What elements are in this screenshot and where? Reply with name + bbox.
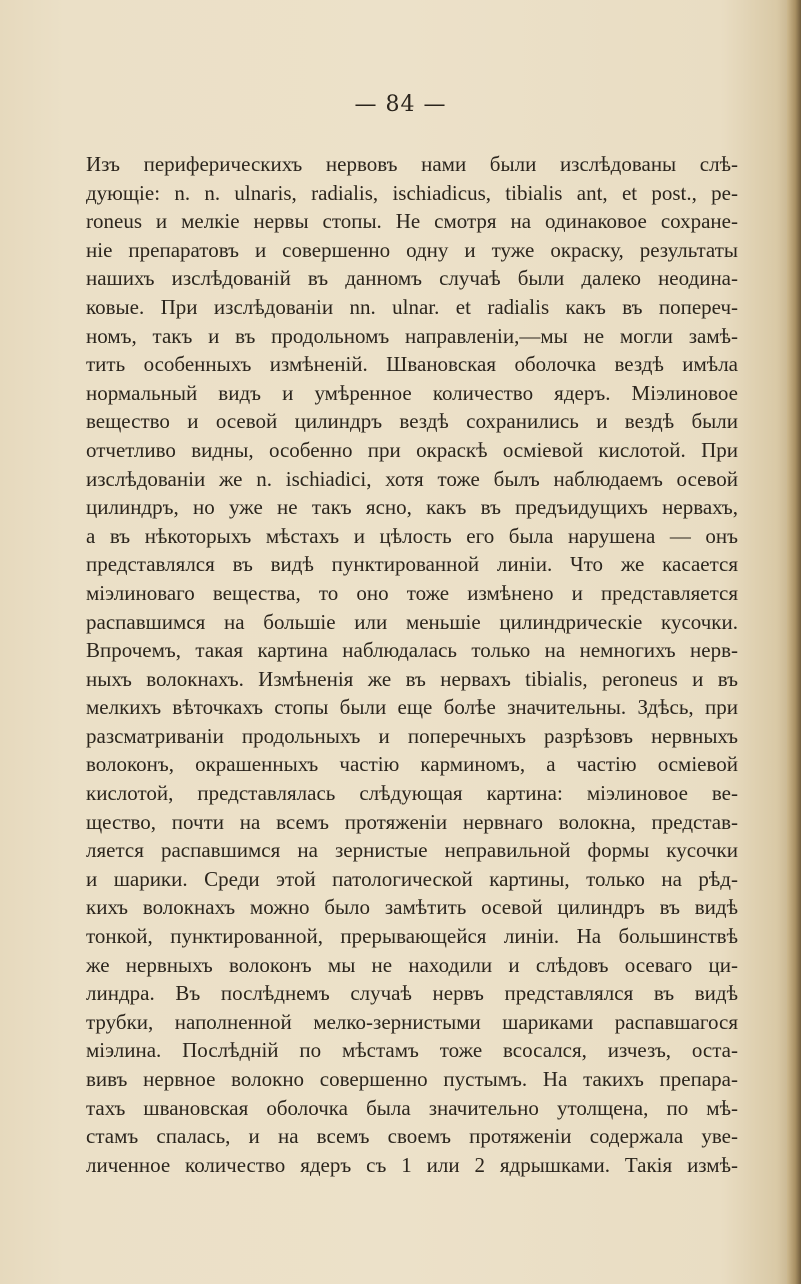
text-line: изслѣдованіи же n. ischiadici, хотя тоже былъ наблюдаемъ осевой — [86, 466, 738, 491]
text-line: личенное количество ядеръ съ 1 или 2 ядрышками. Такія измѣ- — [86, 1152, 738, 1177]
text-line: разсматриваніи продольныхъ и поперечныхъ разрѣзовъ нервныхъ — [86, 723, 738, 748]
text-line: Изъ периферическихъ нервовъ нами были изслѣдованы слѣ- — [86, 152, 738, 176]
text-line: и шарики. Среди этой патологической картины, только на рѣд- — [86, 866, 738, 891]
text-line: roneus и мелкіе нервы стопы. Не смотря на одинаковое сохране- — [86, 209, 738, 234]
text-line: вивъ нервное волокно совершенно пустымъ. На такихъ препара- — [86, 1067, 738, 1091]
text-line: отчетливо видны, особенно при окраскѣ осміевой кислотой. При — [86, 437, 738, 462]
page-edge-shadow — [787, 0, 801, 1284]
page-number: — 84 — — [354, 92, 447, 117]
text-line: нашихъ изслѣдованій въ данномъ случаѣ были далеко неодина- — [86, 266, 738, 291]
text-line: тахъ швановская оболочка была значительно утолщена, по мѣ- — [86, 1095, 738, 1120]
text-line: міэлиноваго вещества, то оно тоже измѣнено и представляется — [86, 580, 738, 605]
text-line: цилиндръ, но уже не такъ ясно, какъ въ предъидущихъ нервахъ, — [86, 495, 738, 520]
text-line: представлялся въ видѣ пунктированной линіи. Что же касается — [86, 552, 738, 577]
text-line: ныхъ волокнахъ. Измѣненія же въ нервахъ tibialis, peroneus и въ — [86, 666, 738, 691]
text-line: а въ нѣкоторыхъ мѣстахъ и цѣлость его была нарушена — онъ — [86, 523, 738, 548]
text-line: Впрочемъ, такая картина наблюдалась только на немногихъ нерв- — [86, 638, 738, 663]
text-line: ніе препаратовъ и совершенно одну и туже окраску, результаты — [86, 237, 738, 262]
text-line: кихъ волокнахъ можно было замѣтить осевой цилиндръ въ видѣ — [86, 895, 738, 920]
text-line: распавшимся на большіе или меньшіе цилиндрическіе кусочки. — [86, 609, 738, 634]
text-line: ляется распавшимся на зернистые неправильной формы кусочки — [86, 838, 738, 863]
text-line: стамъ спалась, и на всемъ своемъ протяженіи содержала уве- — [86, 1124, 738, 1149]
text-line: щество, почти на всемъ протяженіи нервнаго волокна, представ- — [86, 809, 738, 834]
text-line: линдра. Въ послѣднемъ случаѣ нервъ представлялся въ видѣ — [86, 981, 738, 1006]
body-paragraph — [86, 150, 738, 1179]
text-line: номъ, такъ и въ продольномъ направленіи,—мы не могли замѣ- — [86, 323, 738, 348]
text-line: міэлина. Послѣдній по мѣстамъ тоже всосался, изчезъ, оста- — [86, 1038, 738, 1063]
text-line: нормальный видъ и умѣренное количество ядеръ. Міэлиновое — [86, 380, 738, 405]
text-line: тонкой, пунктированной, прерывающейся линіи. На большинствѣ — [86, 924, 738, 949]
text-line: вещество и осевой цилиндръ вездѣ сохранились и вездѣ были — [86, 409, 738, 434]
text-line: кислотой, представлялась слѣдующая картина: міэлиновое ве- — [86, 781, 738, 806]
text-line: мелкихъ вѣточкахъ стопы были еще болѣе значительны. Здѣсь, при — [86, 695, 738, 720]
text-line: тить особенныхъ измѣненій. Швановская оболочка вездѣ имѣла — [86, 352, 738, 377]
text-line: ковые. При изслѣдованіи nn. ulnar. et radialis какъ въ попереч- — [86, 294, 738, 319]
text-line: трубки, наполненной мелко-зернистыми шариками распавшагося — [86, 1009, 738, 1034]
text-line: дующіе: n. n. ulnaris, radialis, ischiadicus, tibialis ant, et post., pe- — [86, 180, 738, 205]
text-line: волоконъ, окрашенныхъ частію карминомъ, а частію осміевой — [86, 752, 738, 777]
text-line: же нервныхъ волоконъ мы не находили и слѣдовъ осеваго ци- — [86, 952, 738, 977]
